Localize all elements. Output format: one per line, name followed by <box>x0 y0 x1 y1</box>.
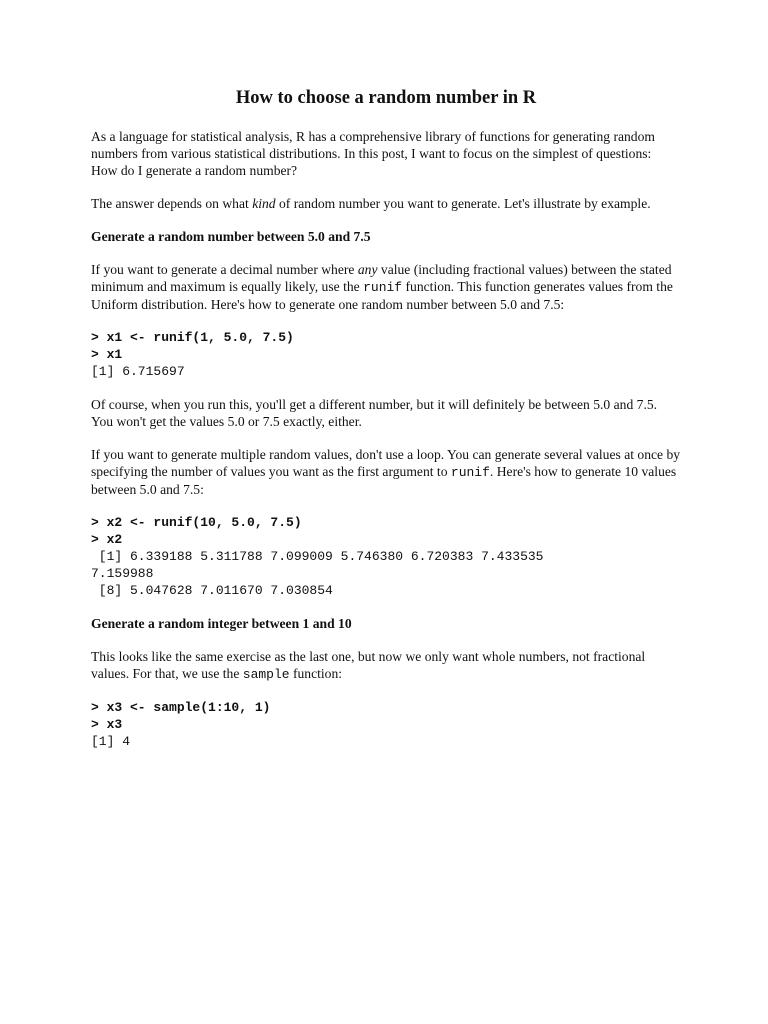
code-line: > x3 <box>91 717 123 732</box>
inline-code-runif: runif <box>363 280 403 295</box>
section2-heading: Generate a random integer between 1 and 10 <box>91 616 352 631</box>
answer-text-start: The answer depends on what <box>91 196 253 211</box>
intro-paragraph: As a language for statistical analysis, R has a comprehensive library of functions for generating random numbers from various statistical distributions. In this post, I want to focus on the simplest of questions: How do I generate a random number? <box>91 129 655 178</box>
section1-paragraph2: Of course, when you run this, you'll get a different number, but it will definitely be between 5.0 and 7.5. You won't get the values 5.0 or 7.5 exactly, either. <box>91 397 658 429</box>
code-output: [1] 4 <box>91 734 131 749</box>
text-run: . Here's how to generate 10 values between 5.0 and 7.5: <box>91 464 677 497</box>
code-line: > x2 <- runif(10, 5.0, 7.5) <box>91 515 302 530</box>
code-line: > x1 <- runif(1, 5.0, 7.5) <box>91 330 294 345</box>
page-title: How to choose a random number in R <box>235 88 537 108</box>
code-block-x2 <box>91 514 681 599</box>
code-block-x1 <box>91 329 681 380</box>
inline-code-runif: runif <box>450 465 490 480</box>
code-output: [8] 5.047628 7.011670 7.030854 <box>91 583 333 598</box>
document-body <box>91 86 681 766</box>
text-run: function: <box>289 666 343 681</box>
code-block-x3 <box>91 699 681 750</box>
section1-paragraph3 <box>91 446 681 498</box>
section1-heading: Generate a random number between 5.0 and 7.5 <box>91 229 371 244</box>
code-line: > x1 <box>91 347 123 362</box>
section1-paragraph1 <box>91 261 681 313</box>
emphasis-any: any <box>357 262 378 277</box>
answer-paragraph <box>91 195 681 212</box>
inline-code-sample: sample <box>242 667 290 682</box>
text-run: This looks like the same exercise as the last one, but now we only want whole numbers, not fractional values. For that, we use the <box>91 649 646 681</box>
text-run: function. This function generates values from the Uniform distribution. Here's how to generate one random number between 5.0 and 7.5: <box>91 279 673 312</box>
code-output: [1] 6.339188 5.311788 7.099009 5.746380 6.720383 7.433535 <box>91 549 544 564</box>
text-run: value (including fractional values) between the stated minimum and maximum is equally likely, use the <box>91 262 672 294</box>
answer-emphasis: kind <box>252 196 276 211</box>
text-run: If you want to generate a decimal number where <box>91 262 358 277</box>
text-run: If you want to generate multiple random values, don't use a loop. You can generate several values at once by specifying the number of values you want as the first argument to <box>91 447 681 479</box>
code-line: > x2 <box>91 532 123 547</box>
code-output: 7.159988 <box>91 566 154 581</box>
section2-paragraph1 <box>91 648 681 683</box>
answer-text-end: of random number you want to generate. Let's illustrate by example. <box>275 196 651 211</box>
code-output: [1] 6.715697 <box>91 364 185 379</box>
code-line: > x3 <- sample(1:10, 1) <box>91 700 271 715</box>
